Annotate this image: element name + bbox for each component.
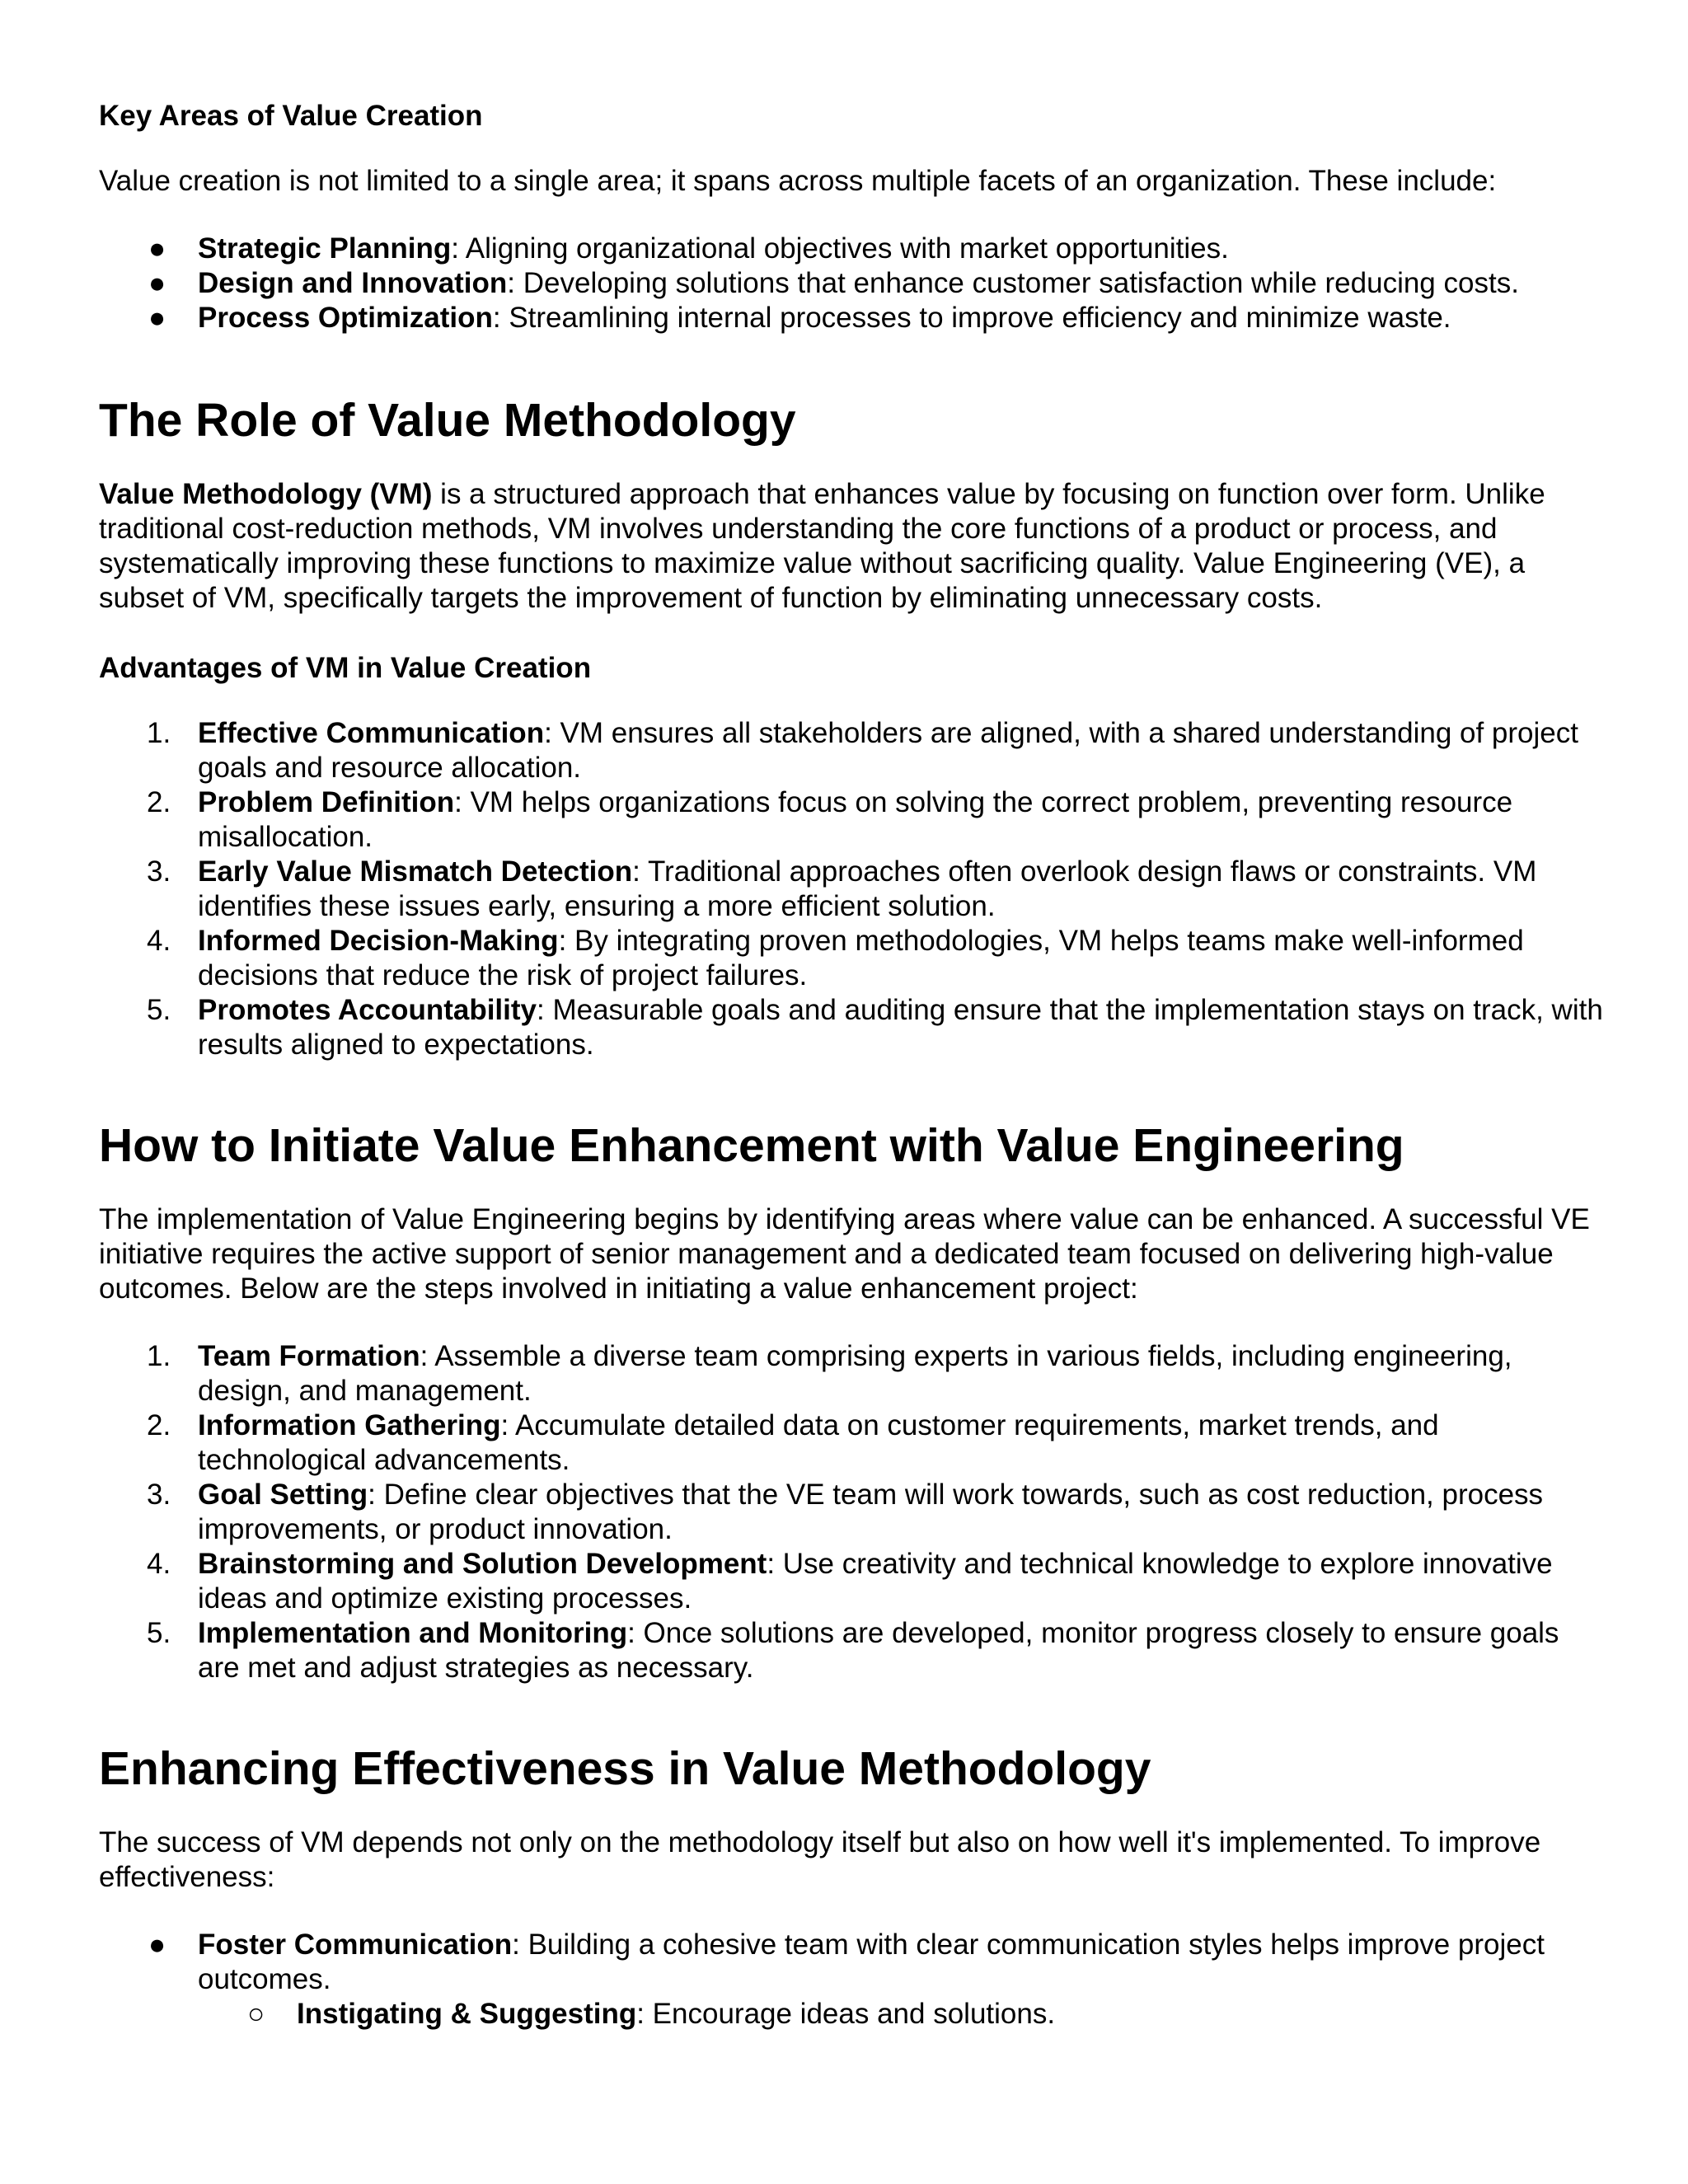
- list-item-text: : Measurable goals and auditing ensure that the implementation stays on track, with results aligned to expectations.: [198, 994, 1603, 1061]
- list-item-text: : By integrating proven methodologies, VM helps teams make well-informed decisions that reduce the risk of project failures.: [198, 925, 1524, 991]
- list-number: 4.: [147, 1548, 171, 1580]
- list-item-text: : Assemble a diverse team comprising experts in various fields, including engineering, design, and management.: [198, 1340, 1512, 1407]
- paragraph-term: Value Methodology (VM): [99, 478, 433, 510]
- paragraph-initiate-intro: The implementation of Value Engineering begins by identifying areas where value can be enhanced. A successful VE initiative requires the active support of senior management and a dedicated team focused on delivering high-value outcomes. Below are the steps involved in initiating a value enhancement project:: [99, 1203, 1590, 1305]
- list-item-text: : VM ensures all stakeholders are aligned, with a shared understanding of project goals and resource allocation.: [198, 717, 1578, 784]
- list-number: 4.: [147, 925, 171, 957]
- list-item-text: : Traditional approaches often overlook design flaws or constraints. VM identifies these issues early, ensuring a more efficient solution.: [198, 855, 1537, 922]
- list-item-text: : Use creativity and technical knowledge to explore innovative ideas and optimize existing processes.: [198, 1548, 1553, 1615]
- paragraph-text: is a structured approach that enhances value by focusing on function over form. Unlike traditional cost-reduction methods, VM involves understanding the core functions of a product or process, and systematically improving these functions to maximize value without sacrificing quality. Value Engineering (VE), a subset of VM, specifically targets the improvement of function by eliminating unnecessary costs.: [99, 478, 1545, 614]
- list-item: [99, 924, 1606, 993]
- bullet-list-effectiveness: [99, 1928, 1606, 1997]
- sub-bullet-list: [99, 1997, 1606, 2032]
- list-item-term: Informed Decision-Making: [198, 925, 559, 957]
- heading-enhancing-effectiveness: Enhancing Effectiveness in Value Methodology: [99, 1742, 1151, 1795]
- list-item: [99, 1547, 1606, 1616]
- sub-bullet-marker: ○: [247, 1998, 265, 2030]
- numbered-list-steps: [99, 1339, 1606, 1685]
- list-item-term: Brainstorming and Solution Development: [198, 1548, 767, 1580]
- bullet-marker: ●: [148, 267, 166, 299]
- numbered-list-advantages: [99, 716, 1606, 1062]
- bullet-list-key-areas: [99, 232, 1606, 335]
- paragraph-key-areas-intro: Value creation is not limited to a single area; it spans across multiple facets of an organization. These include:: [99, 165, 1497, 197]
- list-item: [99, 266, 1606, 301]
- heading-role-of-vm: The Role of Value Methodology: [99, 394, 796, 447]
- list-number: 5.: [147, 994, 171, 1026]
- list-item-term: Goal Setting: [198, 1479, 368, 1511]
- list-item-term: Process Optimization: [198, 302, 493, 334]
- list-item-term: Information Gathering: [198, 1409, 501, 1441]
- list-item-text: : Building a cohesive team with clear communication styles helps improve project outcomes.: [198, 1929, 1545, 1995]
- list-item: [99, 785, 1606, 855]
- list-item-text: : Accumulate detailed data on customer requirements, market trends, and technological advancements.: [198, 1409, 1439, 1476]
- list-item: [99, 301, 1606, 335]
- list-item: [99, 855, 1606, 924]
- list-item: [99, 1408, 1606, 1478]
- heading-key-areas: Key Areas of Value Creation: [99, 100, 483, 132]
- list-item-term: Foster Communication: [198, 1929, 513, 1961]
- list-item-term: Design and Innovation: [198, 267, 508, 299]
- list-number: 3.: [147, 1479, 171, 1511]
- list-item-text: : Streamlining internal processes to improve efficiency and minimize waste.: [492, 302, 1451, 334]
- list-item-text: : Aligning organizational objectives with market opportunities.: [451, 232, 1229, 265]
- list-item-text: : Developing solutions that enhance customer satisfaction while reducing costs.: [507, 267, 1519, 299]
- paragraph-vm-intro: [99, 477, 1606, 616]
- list-number: 1.: [147, 1340, 171, 1372]
- list-item-term: Promotes Accountability: [198, 994, 537, 1026]
- list-item-term: Problem Definition: [198, 786, 455, 818]
- list-item: [99, 1478, 1606, 1547]
- bullet-marker: ●: [148, 302, 166, 334]
- list-item: [99, 993, 1606, 1062]
- list-item: [99, 1339, 1606, 1408]
- list-item: [99, 232, 1606, 266]
- list-item: [99, 1928, 1606, 1997]
- subheading-advantages: Advantages of VM in Value Creation: [99, 652, 592, 684]
- list-item-text: : Once solutions are developed, monitor progress closely to ensure goals are met and adjust strategies as necessary.: [198, 1617, 1559, 1684]
- paragraph-effectiveness-intro: The success of VM depends not only on the methodology itself but also on how well it's implemented. To improve effectiveness:: [99, 1826, 1541, 1893]
- bullet-marker: ●: [148, 232, 166, 265]
- list-item-term: Effective Communication: [198, 717, 545, 749]
- list-item-term: Strategic Planning: [198, 232, 452, 265]
- list-item-text: : VM helps organizations focus on solving the correct problem, preventing resource misallocation.: [198, 786, 1513, 853]
- list-item-text: : Define clear objectives that the VE team will work towards, such as cost reduction, process improvements, or product innovation.: [198, 1479, 1544, 1545]
- list-number: 2.: [147, 1409, 171, 1441]
- heading-initiate-value-enhancement: How to Initiate Value Enhancement with Value Engineering: [99, 1119, 1404, 1172]
- sub-list-item: [99, 1997, 1606, 2032]
- list-number: 1.: [147, 717, 171, 749]
- list-number: 2.: [147, 786, 171, 818]
- list-number: 3.: [147, 855, 171, 888]
- list-item-term: Team Formation: [198, 1340, 420, 1372]
- list-number: 5.: [147, 1617, 171, 1649]
- list-item-text: : Encourage ideas and solutions.: [636, 1998, 1056, 2030]
- list-item-term: Implementation and Monitoring: [198, 1617, 628, 1649]
- bullet-marker: ●: [148, 1929, 166, 1961]
- list-item-term: Instigating & Suggesting: [297, 1998, 637, 2030]
- list-item-term: Early Value Mismatch Detection: [198, 855, 633, 888]
- list-item: [99, 716, 1606, 785]
- list-item: [99, 1616, 1606, 1685]
